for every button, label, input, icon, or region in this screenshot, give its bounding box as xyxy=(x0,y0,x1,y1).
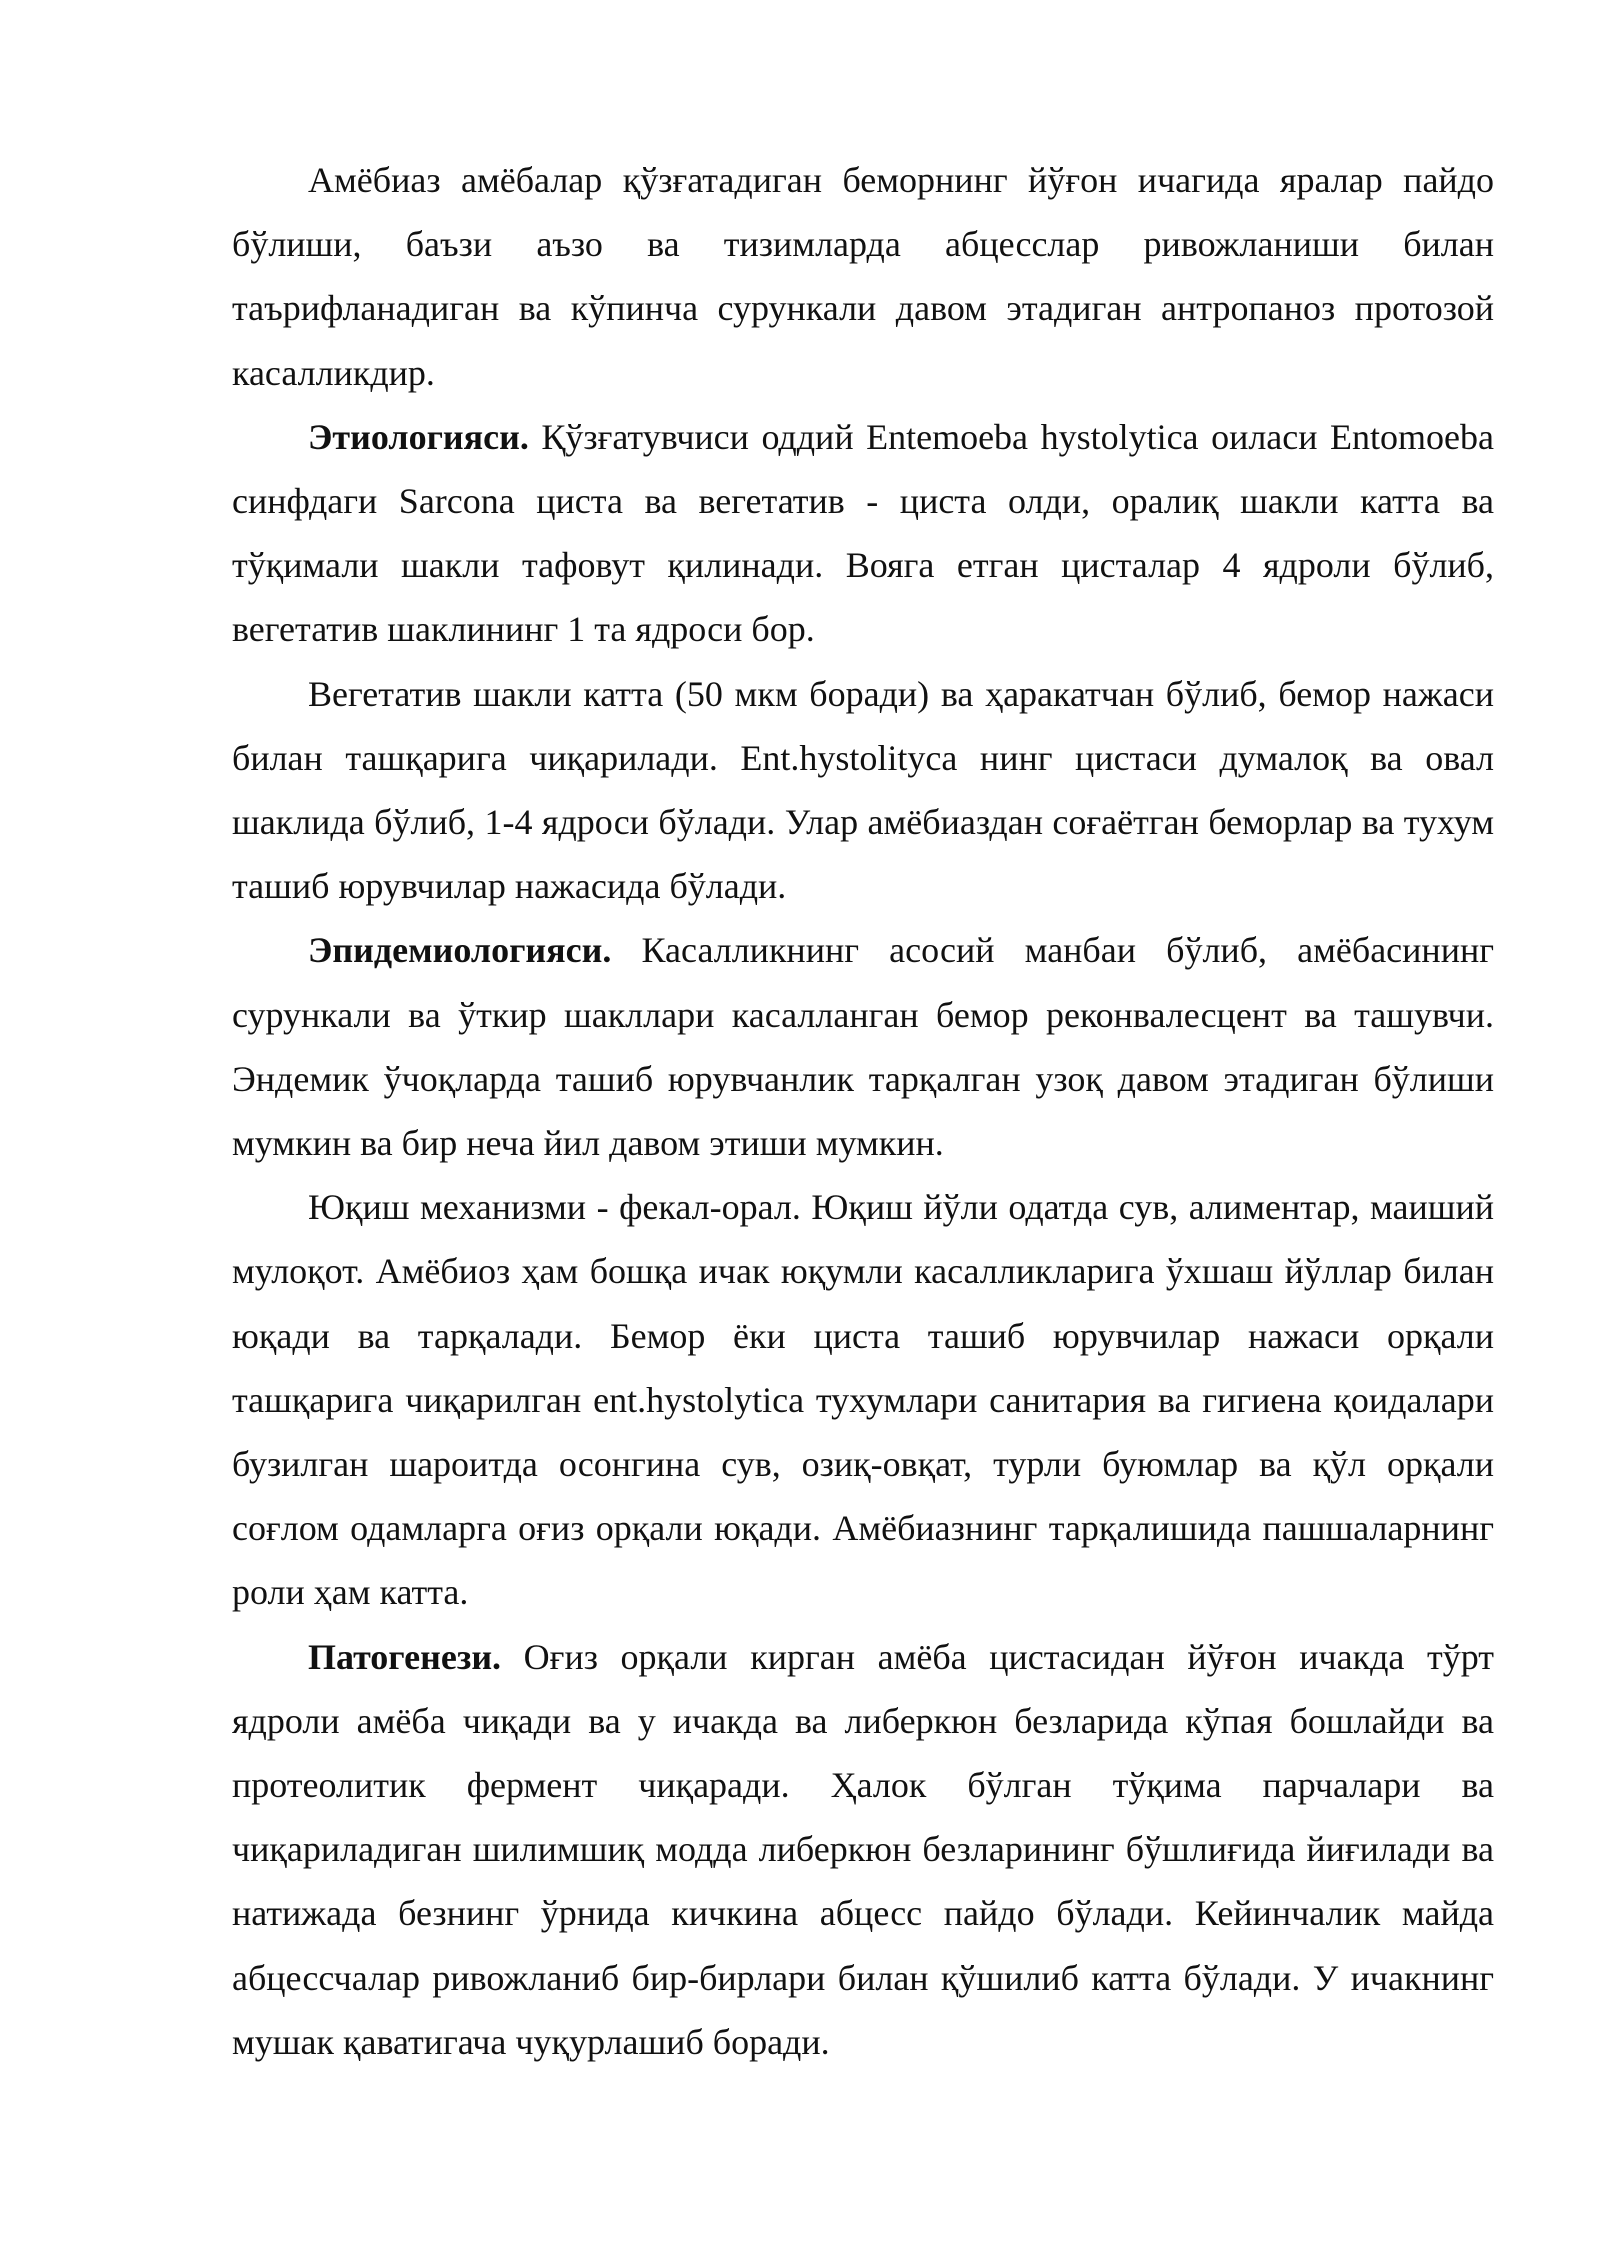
section-heading-etiology: Этиологияси. xyxy=(308,416,529,457)
paragraph-definition xyxy=(232,148,1494,405)
paragraph-text: Оғиз орқали кирган амёба цистасидан йўғон ичакда тўрт ядроли амёба чиқади ва у ичакда ва либеркюн безларида кўпая бошлайди ва протеолитик фермент чиқаради. Ҳалок бўлган тўқима парчалари ва чиқариладиган шилимшиқ модда либеркюн безларининг бўшлиғида йиғилади ва натижада безнинг ўрнида кичкина абцесс пайдо бўлади. Кейинчалик майда абцессчалар ривожланиб бир-бирлари билан қўшилиб катта бўлади. У ичакнинг мушак қаватигача чуқурлашиб боради. xyxy=(232,1636,1494,2062)
paragraph-text: Қўзғатувчиси оддий Entemoeba hystolytica оиласи Entomoeba синфдаги Sarcona циста ва вегетатив - циста олди, оралиқ шакли катта ва тўқимали шакли тафовут қилинади. Вояга етган цисталар 4 ядроли бўлиб, вегетатив шаклининг 1 та ядроси бор. xyxy=(232,416,1494,650)
paragraph-pathogenesis xyxy=(232,1625,1494,2074)
paragraph-text: Касалликнинг асосий манбаи бўлиб, амёбасининг сурункали ва ўткир шакллари касалланган бемор реконвалесцент ва ташувчи. Эндемик ўчоқларда ташиб юрувчанлик тарқалган узоқ давом этадиган бўлиши мумкин ва бир неча йил давом этиши мумкин. xyxy=(232,930,1494,1164)
section-heading-epidemiology: Эпидемиологияси. xyxy=(308,930,612,971)
paragraph-text: Юқиш механизми - фекал-орал. Юқиш йўли одатда сув, алиментар, маиший мулоқот. Амёбиоз ҳам бошқа ичак юқумли касалликларига ўхшаш йўллар билан юқади ва тарқалади. Бемор ёки циста ташиб юрувчилар нажаси орқали ташқарига чиқарилган ent.hystolytica тухумлари санитария ва гигиена қоидалари бузилган шароитда осонгина сув, озиқ-овқат, турли буюмлар ва қўл орқали соғлом одамларга оғиз орқали юқади. Амёбиазнинг тарқалишида пашшаларнинг роли ҳам катта. xyxy=(232,1187,1494,1613)
paragraph-etiology xyxy=(232,405,1494,662)
paragraph-text: Вегетатив шакли катта (50 мкм боради) ва ҳаракатчан бўлиб, бемор нажаси билан ташқарига чиқарилади. Ent.hystolityca нинг цистаси думалоқ ва овал шаклида бўлиб, 1-4 ядроси бўлади. Улар амёбиаздан соғаётган беморлар ва тухум ташиб юрувчилар нажасида бўлади. xyxy=(232,673,1494,907)
paragraph-text: Амёбиаз амёбалар қўзғатадиган беморнинг йўғон ичагида яралар пайдо бўлиши, баъзи аъзо ва тизимларда абцесслар ривожланиши билан таърифланадиган ва кўпинча сурункали давом этадиган антропаноз протозой касалликдир. xyxy=(232,160,1494,393)
document-body xyxy=(232,148,1494,2074)
section-heading-pathogenesis: Патогенези. xyxy=(308,1636,502,1677)
paragraph-transmission xyxy=(232,1175,1494,1624)
paragraph-vegetative-form xyxy=(232,662,1494,919)
paragraph-epidemiology xyxy=(232,918,1494,1175)
